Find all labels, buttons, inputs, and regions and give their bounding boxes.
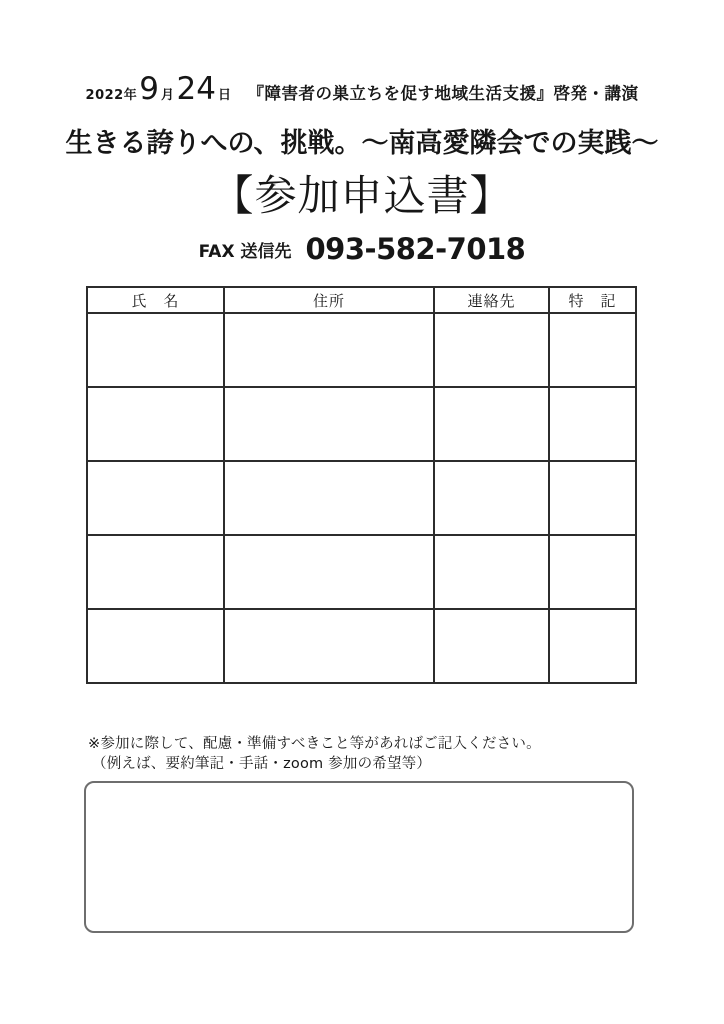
form-title: 【参加申込書】 (211, 171, 513, 220)
table-cell-address (224, 535, 434, 609)
table-cell-address (224, 313, 434, 387)
table-cell-address (224, 387, 434, 461)
table-cell-special-note (549, 535, 636, 609)
lecture-title: 生きる誇りへの、挑戦。～南高愛隣会での実践～ (65, 128, 659, 159)
table-row (87, 535, 636, 609)
table-cell-special-note (549, 387, 636, 461)
event-month-unit: 月 (160, 88, 175, 103)
table-cell-name (87, 461, 224, 535)
table-cell-contact (434, 461, 549, 535)
table-cell-contact (434, 313, 549, 387)
column-header-special-note: 特 記 (549, 287, 636, 313)
event-day-unit: 日 (217, 88, 232, 103)
table-cell-name (87, 313, 224, 387)
fax-destination-line (0, 232, 724, 266)
participants-table (86, 286, 637, 684)
table-row (87, 609, 636, 683)
table-cell-special-note (549, 313, 636, 387)
table-cell-name (87, 609, 224, 683)
table-cell-special-note (549, 461, 636, 535)
table-cell-address (224, 609, 434, 683)
table-row (87, 313, 636, 387)
table-cell-contact (434, 609, 549, 683)
remarks-entry-box (84, 781, 634, 933)
table-cell-contact (434, 387, 549, 461)
remarks-note-line1: ※参加に際して、配慮・準備すべきこと等があればご記入ください。 (88, 736, 541, 752)
table-cell-name (87, 387, 224, 461)
remarks-note-line2: （例えば、要約筆記・手話・zoom 参加の希望等） (92, 756, 432, 772)
table-cell-address (224, 461, 434, 535)
remarks-note (88, 734, 724, 774)
column-header-address: 住所 (224, 287, 434, 313)
event-year: 2022年 (85, 88, 138, 103)
event-month-number: 9 (139, 71, 159, 107)
table-row (87, 387, 636, 461)
table-header-row (87, 287, 636, 313)
table-cell-name (87, 535, 224, 609)
column-header-contact: 連絡先 (434, 287, 549, 313)
event-day-number: 24 (176, 71, 216, 107)
table-row (87, 461, 636, 535)
table-cell-contact (434, 535, 549, 609)
table-cell-special-note (549, 609, 636, 683)
column-header-name: 氏 名 (87, 287, 224, 313)
event-name: 『障害者の巣立ちを促す地域生活支援』啓発・講演 (247, 84, 639, 103)
fax-number: 093-582-7018 (305, 232, 526, 266)
fax-destination-label: FAX 送信先 (198, 242, 292, 262)
event-date-line (0, 70, 724, 115)
